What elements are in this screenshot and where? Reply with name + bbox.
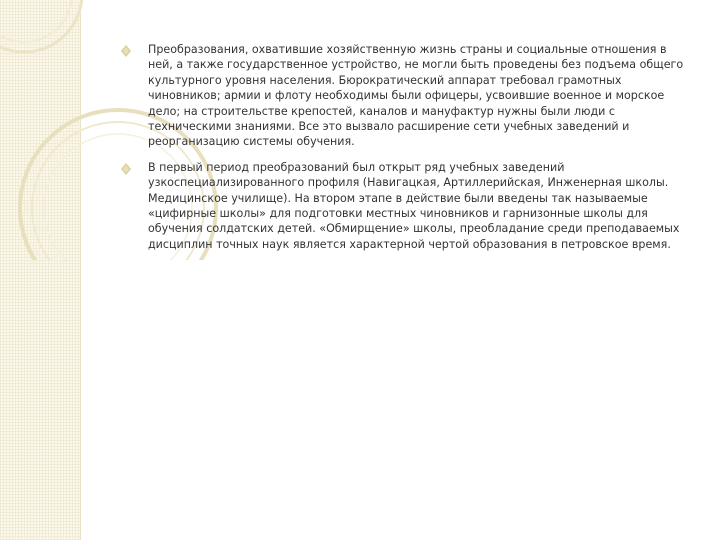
decorative-side-strip [0,0,81,540]
diamond-bullet-icon [121,45,131,57]
bullet-item [118,160,688,252]
content-body [118,42,688,262]
diamond-bullet-icon [121,163,131,175]
bullet-text: Преобразования, охватившие хозяйственную жизнь страны и социальные отношения в ней, а также государственное устройство, не могли быть проведены без подъема общего культурного уровня населения. Бюрократический аппарат требовал грамотных чиновников; армии и флоту необходимы были офицеры, усвоившие военное и морское дело; на строительстве крепостей, каналов и мануфактур нужны были люди с техническими знаниями. Все это вызвало расширение сети учебных заведений и реорганизацию системы обучения. [148,43,684,149]
bullet-item [118,42,688,150]
bullet-text: В первый период преобразований был открыт ряд учебных заведений узкоспециализированного профиля (Навигацкая, Артиллерийская, Инженерная школы. Медицинское училище). На втором этапе в действие были введены так называемые «цифирные школы» для подготовки местных чиновников и гарнизонные школы для обучения солдатских детей. «Обмирщение» школы, преобладание среди преподаваемых дисциплин точных наук является характерной чертой образования в петровское время. [148,160,680,251]
